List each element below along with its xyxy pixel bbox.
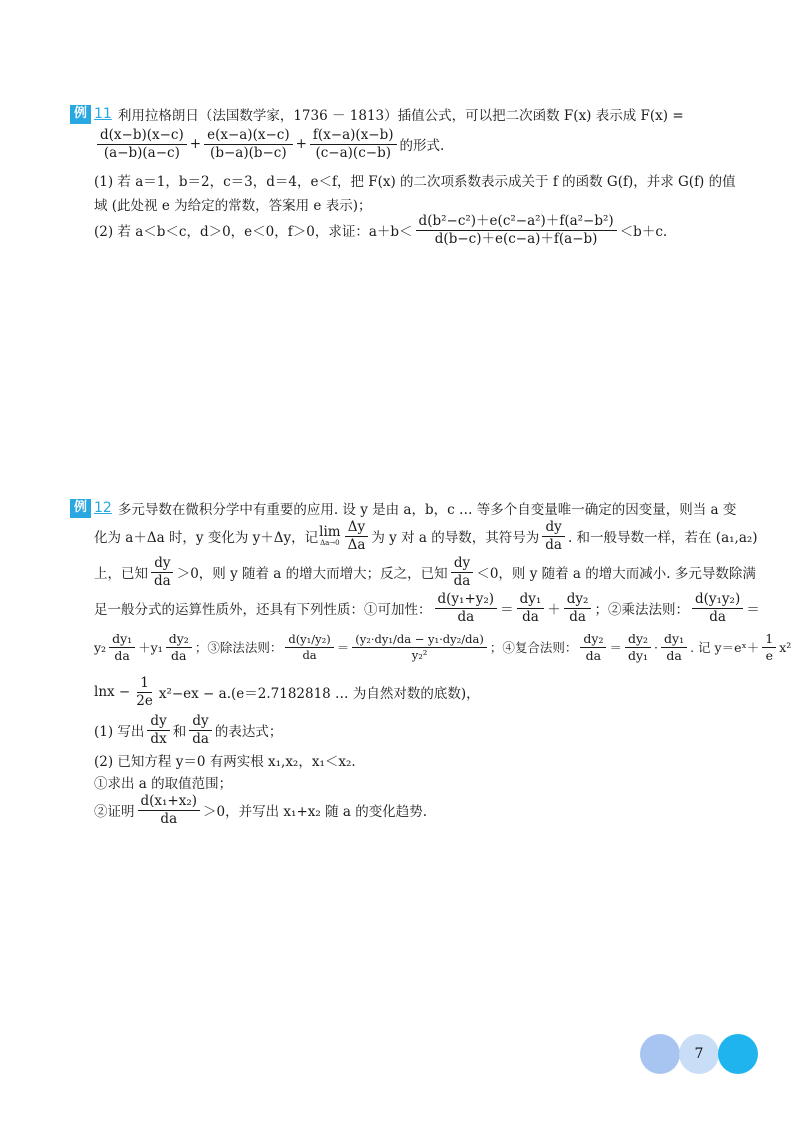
fraction: $\frac{1}{2e}$ (136, 675, 153, 709)
fraction: $\frac{\Delta y}{\Delta a}$ (345, 520, 369, 553)
ex12-line5 (94, 632, 791, 663)
equals: ＝ (609, 640, 622, 656)
example-number: 12 (94, 500, 112, 516)
fraction: $\frac{dy}{da}$ (189, 714, 212, 747)
fraction: $\frac{dy}{dx}$ (147, 714, 169, 747)
ex12-q2-2 (94, 794, 427, 827)
page-number-badge (640, 1034, 760, 1074)
fraction: $\frac{d(x-b)(x-c)}{(a-b)(a-c)}$ (97, 128, 187, 161)
text: ＞0，并写出 x₁+x₂ 随 a 的变化趋势. (203, 804, 428, 821)
fraction: $\frac{\text{d(y₁/y₂)}}{da}$ (285, 633, 333, 661)
text: 的表达式； (214, 724, 283, 741)
fraction: $\frac{\text{d(y₁+y₂)}}{da}$ (435, 592, 498, 625)
ex11-text: 利用拉格朗日（法国数学家，1736 － 1813）插值公式，可以把二次函数 F(x) 表示成 F(x) = (117, 108, 684, 124)
text: 和 (172, 724, 187, 741)
ex11-tail: 的形式. (399, 138, 445, 155)
text: lnx − (94, 684, 131, 701)
text: . 和一般导数一样，若在 (a₁,a₂) (567, 530, 758, 547)
ex12-text: 多元导数在微积分学中有重要的应用. 设 y 是由 a，b，c … 等多个自变量唯一确定的因变量，则当 a 变 (117, 502, 737, 518)
q1-text: (1) 若 a＝1，b＝2，c＝3，d＝4，e＜f，把 F(x) 的二次项系数表示成关于 f 的函数 G(f)，并求 G(f) 的值 (94, 174, 736, 190)
fraction: $\frac{\text{dy₂}}{da}$ (166, 632, 192, 663)
text: (1) 写出 (94, 724, 145, 741)
limit: lim Δa→0 (319, 523, 341, 548)
fraction: $\frac{\text{(y₂·dy₁/da − y₁·dy₂/da)}}{\text{y₂²}}$ (352, 633, 487, 661)
fraction: $\frac{\text{dy₁}}{da}$ (109, 632, 135, 663)
plus: ＋ (547, 602, 561, 619)
decor-circle-right (718, 1034, 758, 1074)
text: ＋y₁ (138, 640, 163, 656)
ex11-q2 (94, 214, 667, 247)
ex12-line1 (70, 498, 736, 518)
plus: + (295, 136, 307, 153)
text: ；④复合法则： (489, 640, 578, 656)
fraction: $\frac{e(x-a)(x-c)}{(b-a)(b-c)}$ (204, 128, 293, 161)
ex12-q2 (94, 750, 356, 770)
ex12-line4 (94, 592, 760, 625)
example-badge: 例 (70, 105, 91, 124)
text: ；③除法法则： (194, 640, 283, 656)
fraction: $\frac{\text{dy₂}}{da}$ (580, 632, 606, 663)
equals: ＝ (746, 602, 760, 619)
text: x² (779, 639, 792, 655)
text: ①求出 a 的取值范围； (94, 776, 233, 792)
fraction: $\frac{\text{dy₁}}{da}$ (517, 592, 545, 625)
equals: ＝ (500, 602, 514, 619)
text: y₂ (94, 639, 107, 655)
ex12-line3 (94, 556, 756, 589)
text: ；②乘法法则： (594, 602, 689, 619)
fraction: $\frac{\text{d(b²−c²)＋e(c²−a²)＋f(a²−b²)}}{d(b-c)+e(c-a)+f(a-b)}$ (416, 214, 617, 247)
example-badge: 例 (70, 499, 91, 518)
example-number: 11 (94, 106, 112, 122)
fraction: $\frac{\text{dy₁}}{da}$ (661, 632, 687, 663)
page-number: 7 (694, 1046, 704, 1062)
fraction: $\frac{dy}{da}$ (542, 520, 565, 553)
plus: + (189, 136, 202, 153)
text: 上，已知 (94, 566, 148, 583)
text: ＞0，则 y 随着 a 的增大而增大；反之，已知 (176, 566, 448, 583)
fraction: $\frac{\text{d(y₁y₂)}}{da}$ (692, 592, 743, 625)
ex12-q1 (94, 714, 282, 747)
ex11-formula-line (94, 128, 444, 161)
fraction: $\frac{dy}{da}$ (451, 556, 474, 589)
ex11-q1-line2 (94, 194, 371, 214)
ex12-q2-1 (94, 772, 232, 792)
equals: ＝ (336, 640, 350, 656)
text: (2) 已知方程 y＝0 有两实根 x₁,x₂，x₁＜x₂. (94, 754, 356, 770)
fraction: $\frac{\text{dy₂}}{da}$ (564, 592, 592, 625)
text: x²−ex − a.(e＝2.7182818 … 为自然对数的底数)， (158, 686, 480, 703)
text: 化为 a＋Δa 时，y 变化为 y＋Δy，记 (94, 530, 319, 547)
q2-text: (2) 若 a＜b＜c，d＞0，e＜0，f＞0，求证：a＋b＜ (94, 224, 413, 241)
ex11-line1 (70, 104, 684, 124)
ex12-line2 (94, 520, 758, 553)
q1-text-2: 域 (此处视 e 为给定的常数，答案用 e 表示)； (94, 198, 372, 214)
ex12-line6 (94, 676, 480, 709)
text: ②证明 (94, 804, 135, 821)
text: ＜0，则 y 随着 a 的增大而减小. 多元导数除满 (476, 566, 756, 583)
q2-tail: ＜b＋c. (619, 224, 668, 241)
fraction: $\frac{dy}{da}$ (151, 556, 174, 589)
fraction: $\frac{f(x-a)(x-b)}{(c-a)(c-b)}$ (310, 128, 397, 161)
ex11-q1-line1 (94, 170, 736, 190)
fraction: $\frac{\text{d(x₁+x₂)}}{da}$ (138, 794, 201, 827)
fraction: $\frac{\text{dy₂}}{\text{dy₁}}$ (625, 632, 651, 663)
text: 足一般分式的运算性质外，还具有下列性质：①可加性： (94, 602, 432, 619)
dot: · (654, 639, 659, 655)
decor-circle-left (640, 1034, 680, 1074)
text: . 记 y＝eˣ＋ (690, 640, 760, 656)
text: 为 y 对 a 的导数，其符号为 (371, 530, 540, 547)
fraction: $\frac{1}{e}$ (762, 632, 776, 663)
